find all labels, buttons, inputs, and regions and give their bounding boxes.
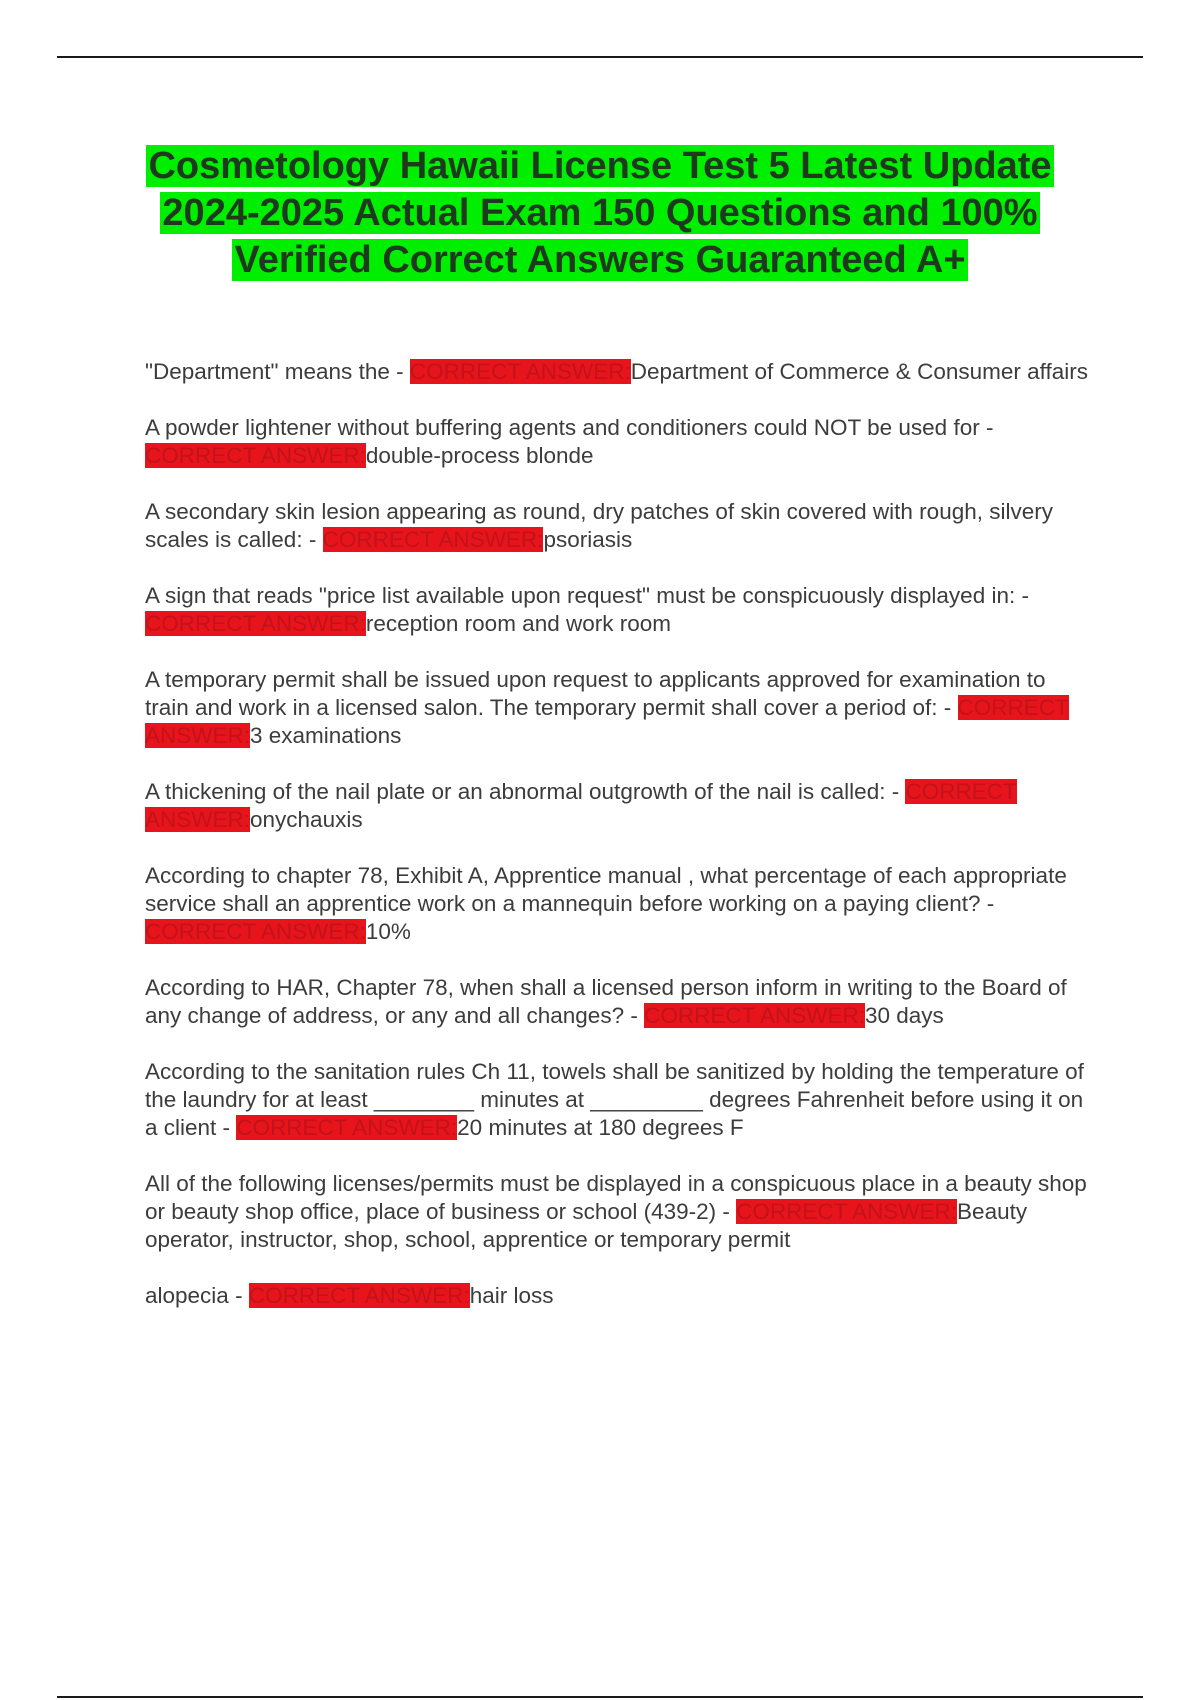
answer-text: hair loss [469, 1283, 554, 1308]
correct-answer-label: CORRECT ANSWER: [248, 1283, 470, 1308]
answer-text: Beauty operator, instructor, shop, school, apprentice or temporary permit [145, 1199, 1028, 1252]
correct-answer-label: CORRECT ANSWER: [644, 1003, 865, 1028]
qa-item [145, 498, 1095, 554]
correct-answer-label: CORRECT ANSWER: [736, 1199, 958, 1224]
correct-answer-label: CORRECT ANSWER: [322, 527, 544, 552]
question-text: A secondary skin lesion appearing as round, dry patches of skin covered with rough, silvery scales is called: - [145, 499, 1053, 552]
answer-text: double-process blonde [365, 443, 594, 468]
qa-item [145, 1282, 1095, 1310]
document-title-text: Cosmetology Hawaii License Test 5 Latest Update 2024-2025 Actual Exam 150 Questions and 100% Verified Correct Answers Guaranteed A+ [148, 145, 1052, 281]
qa-list [145, 358, 1095, 1338]
question-text: A thickening of the nail plate or an abnormal outgrowth of the nail is called: - [145, 779, 900, 804]
qa-item [145, 1170, 1095, 1254]
question-text: alopecia - [145, 1283, 243, 1308]
answer-text: onychauxis [250, 807, 363, 832]
document-title [130, 143, 1070, 284]
question-text: According to HAR, Chapter 78, when shall a licensed person inform in writing to the Board of any change of address, or any and all changes? - [145, 975, 1067, 1028]
correct-answer-label: CORRECT ANSWER: [145, 443, 366, 468]
correct-answer-label: CORRECT ANSWER: [409, 359, 631, 384]
correct-answer-label: CORRECT ANSWER: [145, 779, 1017, 832]
answer-text: Department of Commerce & Consumer affairs [630, 359, 1088, 384]
qa-item [145, 358, 1095, 386]
qa-item [145, 1058, 1095, 1142]
correct-answer-label: CORRECT ANSWER: [145, 695, 1069, 748]
question-text: "Department" means the - [145, 359, 404, 384]
bottom-rule [57, 1696, 1143, 1698]
question-text: According to chapter 78, Exhibit A, Apprentice manual , what percentage of each appropriate service shall an apprentice work on a mannequin before working on a paying client? - [145, 863, 1067, 916]
answer-text: 20 minutes at 180 degrees F [457, 1115, 744, 1140]
answer-text: 10% [365, 919, 411, 944]
qa-item [145, 974, 1095, 1030]
qa-item [145, 582, 1095, 638]
answer-text: psoriasis [543, 527, 633, 552]
question-text: A sign that reads "price list available upon request" must be conspicuously displayed in: - [145, 583, 1029, 608]
correct-answer-label: CORRECT ANSWER: [236, 1115, 458, 1140]
qa-item [145, 862, 1095, 946]
question-text: All of the following licenses/permits must be displayed in a conspicuous place in a beauty shop or beauty shop office, place of business or school (439-2) - [145, 1171, 1087, 1224]
top-rule [57, 56, 1143, 58]
correct-answer-label: CORRECT ANSWER: [145, 919, 366, 944]
qa-item [145, 778, 1095, 834]
question-text: According to the sanitation rules Ch 11, towels shall be sanitized by holding the temperature of the laundry for at least ________ minutes at _________ degrees Fahrenheit before using it on a client - [145, 1059, 1084, 1140]
answer-text: reception room and work room [365, 611, 671, 636]
answer-text: 3 examinations [250, 723, 402, 748]
qa-item [145, 414, 1095, 470]
qa-item [145, 666, 1095, 750]
answer-text: 30 days [864, 1003, 944, 1028]
question-text: A temporary permit shall be issued upon request to applicants approved for examination to train and work in a licensed salon. The temporary permit shall cover a period of: - [145, 667, 1046, 720]
question-text: A powder lightener without buffering agents and conditioners could NOT be used for - [145, 415, 994, 440]
correct-answer-label: CORRECT ANSWER: [145, 611, 366, 636]
